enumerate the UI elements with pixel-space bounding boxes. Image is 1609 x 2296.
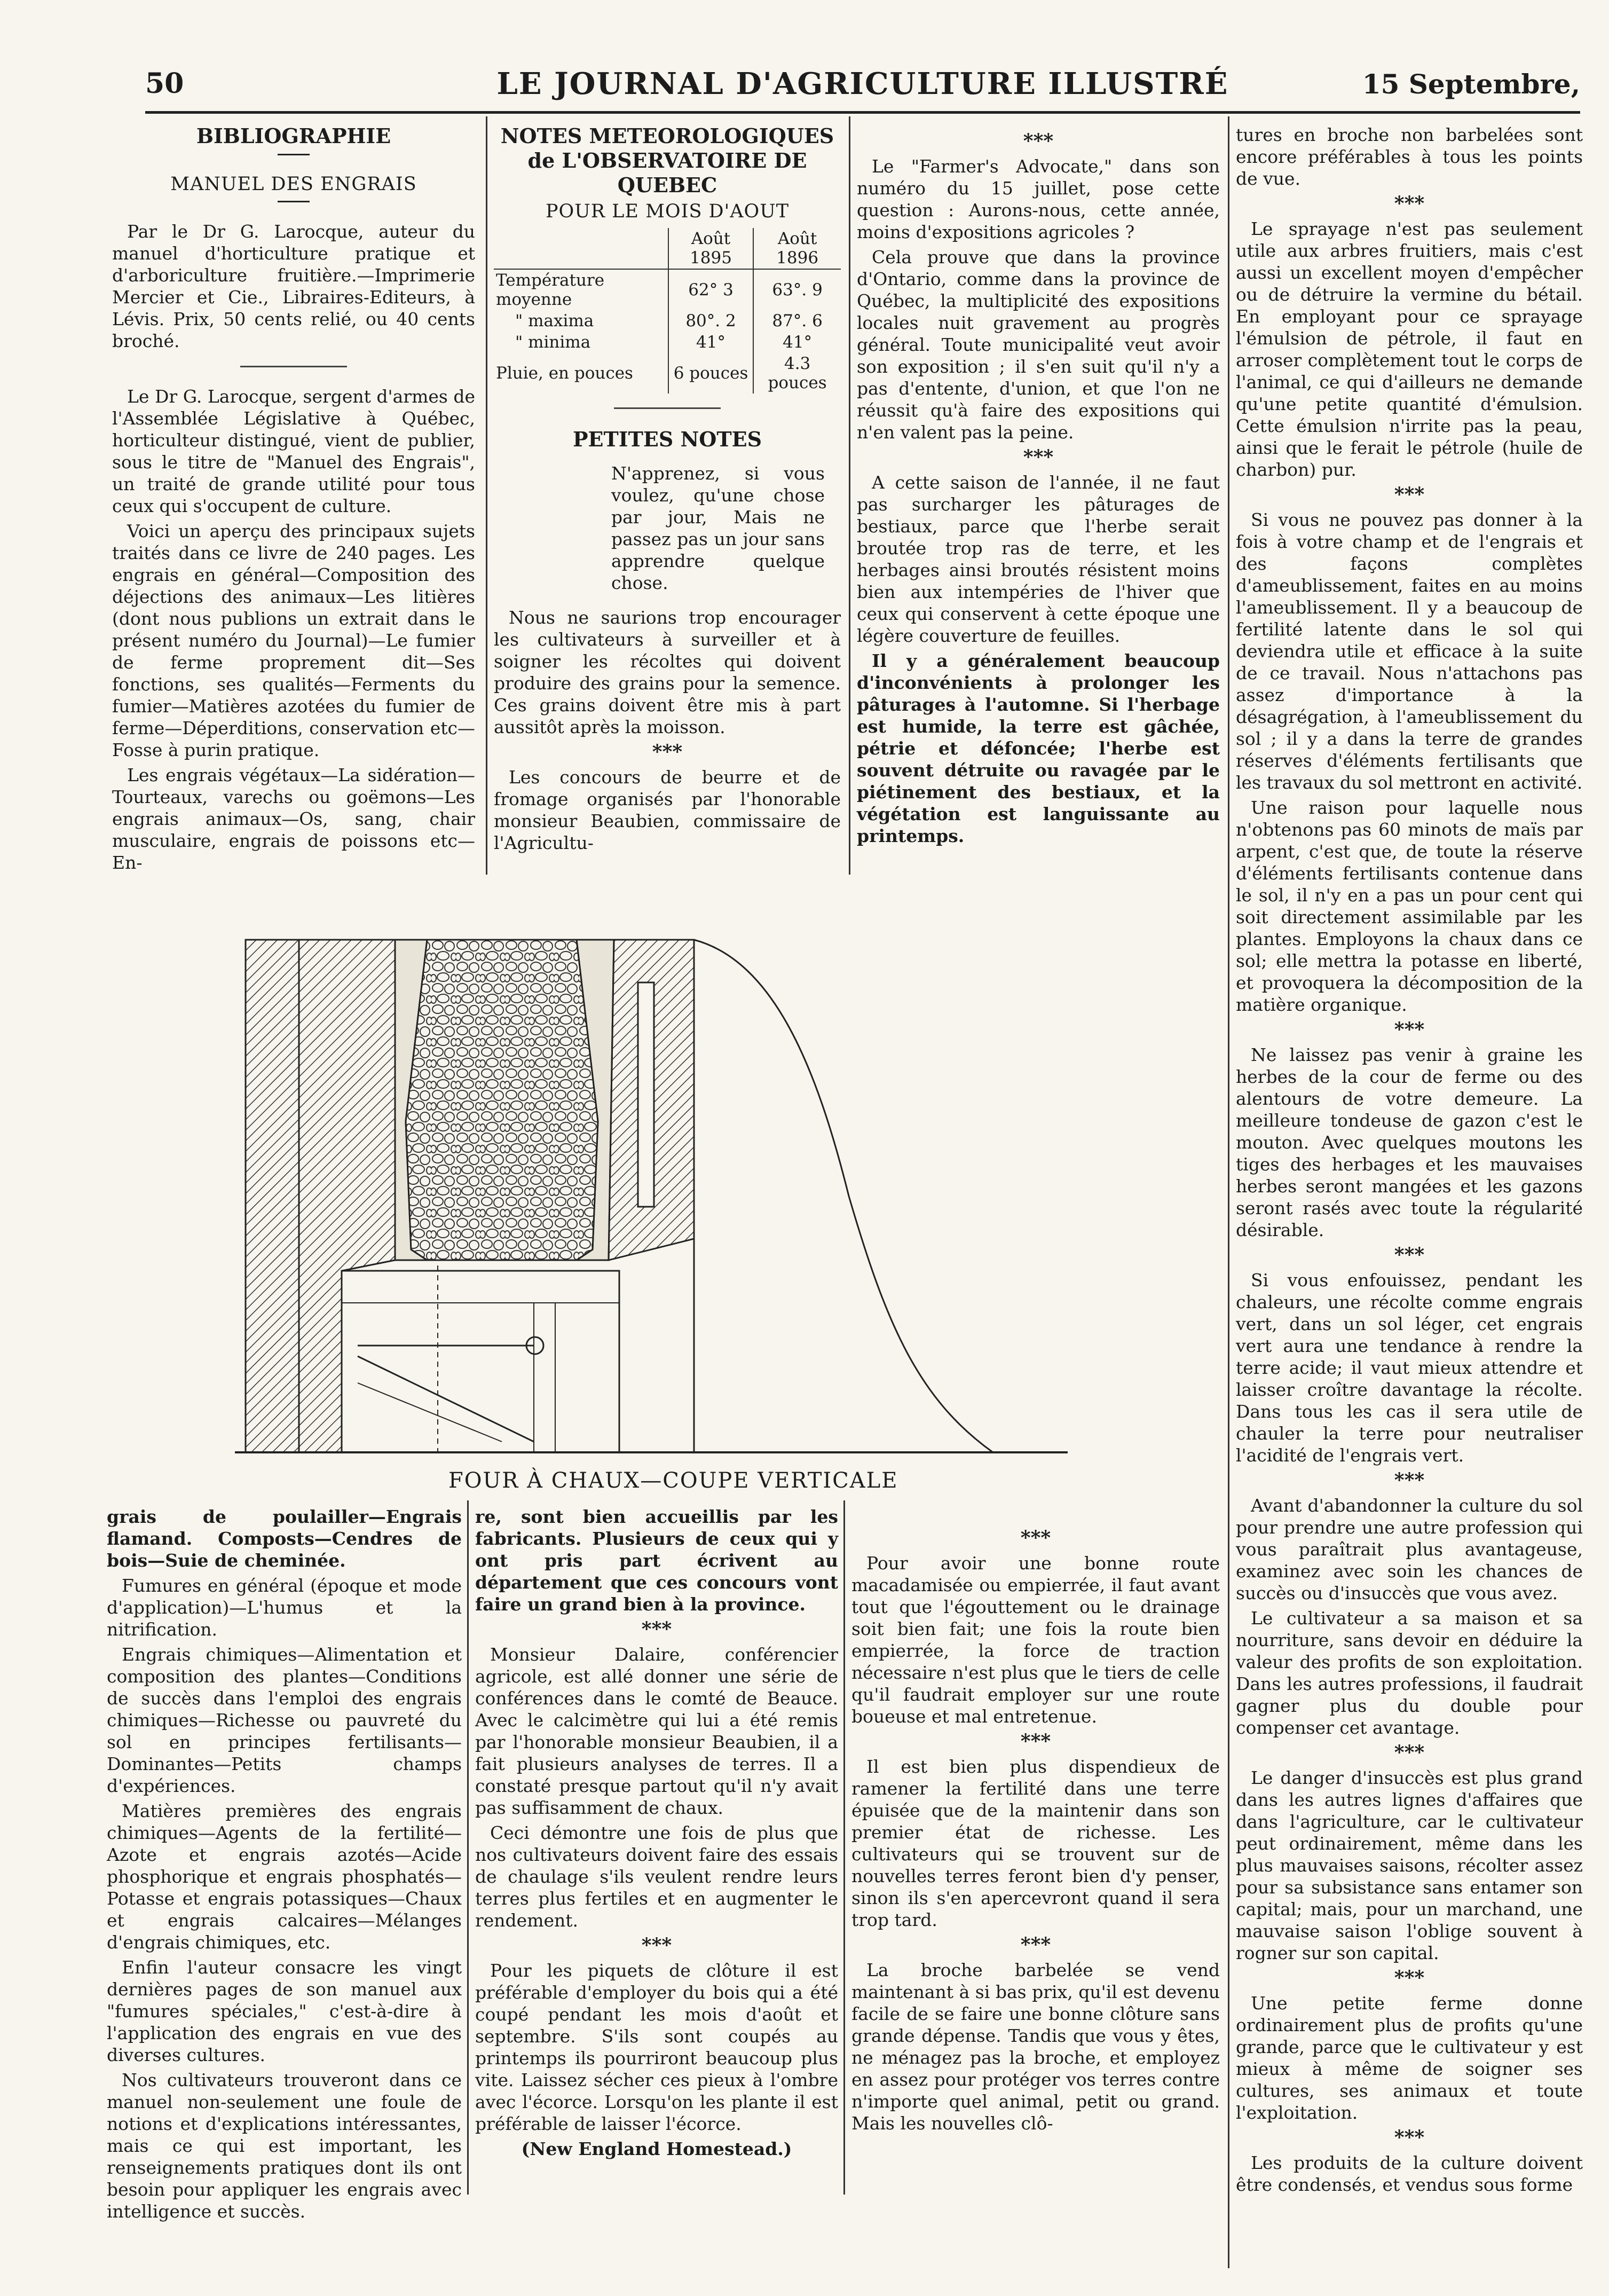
paragraph: Une petite ferme donne ordinairement plus de profits qu'une grande, parce que le cultivateur y est mieux à même de soigner ses cultures, ses animaux et toute l'exploitation. <box>1236 1993 1583 2123</box>
meteo-subheading: POUR LE MOIS D'AOUT <box>545 201 790 222</box>
column-divider <box>467 1500 469 2195</box>
column-divider <box>1228 116 1229 2268</box>
manuel-subheading: MANUEL DES ENGRAIS <box>170 174 417 195</box>
column-divider <box>849 116 850 875</box>
short-rule <box>278 154 310 155</box>
asterism: *** <box>1394 483 1425 506</box>
row-label: " minima <box>515 333 591 352</box>
asterism: *** <box>652 741 683 763</box>
asterism: *** <box>1023 130 1054 152</box>
asterism: *** <box>1394 1741 1425 1764</box>
page-header <box>145 63 1580 109</box>
book-reference: Par le Dr G. Larocque, auteur du manuel d'horticulture pratique et d'arboriculture fruitière.—Imprimerie Mercier et Cie., Libraires-Editeurs, à Lévis. Prix, 50 cents relié, ou 40 cents broché. <box>112 221 475 351</box>
asterism: *** <box>641 1934 672 1956</box>
meteo-column <box>494 124 841 882</box>
paragraph: Matières premières des engrais chimiques—Agents de la fertilité—Azote et engrais azotés—Acide phosphorique et engrais phosphatés—Potasse et engrais potassiques—Chaux et engrais calcaires—Mélanges d'engrais chimiques, etc. <box>107 1800 462 1953</box>
paragraph: Ceci démontre une fois de plus que nos cultivateurs doivent faire des essais de chaulage s'ils veulent rendre leurs terres plus fertiles et en augmenter le rendement. <box>475 1822 838 1931</box>
paragraph: A cette saison de l'année, il ne faut pas surcharger les pâturages de bestiaux, parce que l'herbe serait broutée trop ras de terre, et les herbages ainsi broutés résistent moins bien aux intempéries de l'hiver que ceux qui conservent à cette époque une légère couverture de feuilles. <box>857 472 1220 646</box>
page-number: 50 <box>145 67 184 100</box>
paragraph: Fumures en général (époque et mode d'application)—L'humus et la nitrification. <box>107 1575 462 1640</box>
asterism: *** <box>641 1618 672 1640</box>
table-row <box>494 269 841 310</box>
cell: 62° 3 <box>668 269 753 310</box>
paragraph: Une raison pour laquelle nous n'obtenons pas 60 minots de maïs par arpent, c'est que, de toute la réserve d'éléments fertilisants contenue dans le sol, il n'y en a pas un pour cent qui soit directement assimilable par les plantes. Employons la chaux dans ce sol; elle mettra la potasse en liberté, et provoquera la décomposition de la matière organique. <box>1236 797 1583 1015</box>
row-label: Pluie, en pouces <box>496 364 633 383</box>
col-header-1895: Août 1895 <box>668 228 753 269</box>
paragraph: grais de poulailler—Engrais flamand. Composts—Cendres de bois—Suie de cheminée. <box>107 1506 462 1571</box>
figure-caption: FOUR À CHAUX—COUPE VERTICALE <box>448 1468 898 1493</box>
cell: 87°. 6 <box>753 310 841 332</box>
short-rule <box>278 201 310 202</box>
paragraph: tures en broche non barbelées sont encore préférables à tous les points de vue. <box>1236 124 1583 189</box>
paragraph: Il est bien plus dispendieux de ramener la fertilité dans une terre épuisée que de la maintenir dans son premier état de richesse. Les cultivateurs qui se trouvent sur de nouvelles terres feront bien d'y penser, sinon ils s'en apercevront quand il sera trop tard. <box>851 1756 1220 1930</box>
paragraph: Enfin l'auteur consacre les vingt dernières pages de son manuel aux "fumures spéciales," c'est-à-dire à l'application des engrais en vue des diverses cultures. <box>107 1957 462 2065</box>
asterism: *** <box>1020 1730 1051 1752</box>
asterism: *** <box>1394 1469 1425 1491</box>
cell: 63°. 9 <box>753 269 841 310</box>
meteo-heading: NOTES METEOROLOGIQUES de L'OBSERVATOIRE DE QUEBEC <box>500 124 834 197</box>
paragraph: Les concours de beurre et de fromage organisés par l'honorable monsieur Beaubien, commissaire de l'Agricultu- <box>494 767 841 853</box>
paragraph: Le "Farmer's Advocate," dans son numéro du 15 juillet, pose cette question : Aurons-nous, cette année, moins d'expositions agricoles ? <box>857 156 1220 242</box>
paragraph: Engrais chimiques—Alimentation et composition des plantes—Conditions de succès dans l'emploi des engrais chimiques—Richesse ou pauvreté du sol en principes fertilisants—Dominantes—Petits champs d'expériences. <box>107 1644 462 1796</box>
paragraph: Le cultivateur a sa maison et sa nourriture, sans devoir en déduire la valeur des profits de son exploitation. Dans les autres professions, il faudrait gagner plus du double pour compenser cet avantage. <box>1236 1608 1583 1738</box>
section-separator <box>240 366 347 367</box>
column-divider <box>843 1500 845 2195</box>
epigraph: N'apprenez, si vous voulez, qu'une chose par jour, Mais ne passez pas un jour sans apprendre quelque chose. <box>611 463 825 593</box>
paragraph: Cela prouve que dans la province d'Ontario, comme dans la province de Québec, la multiplicité des expositions locales nuit gravement au progrès général. Toute municipalité veut avoir son exposition ; il s'en suit qu'il n'y a pas d'entente, d'union, et que l'on ne réussit qu'à faire des expositions qui n'en valent pas la peine. <box>857 247 1220 443</box>
asterism: *** <box>1023 446 1054 468</box>
row-label: " maxima <box>515 311 594 331</box>
cell: 80°. 2 <box>668 310 753 332</box>
paragraph: Monsieur Dalaire, conférencier agricole, est allé donner une série de conférences dans le comté de Beauce. Avec le calcimètre qui lui a été remis par l'honorable monsieur Beaubien, il a fait plusieurs analyses de terres. Il a constaté presque partout qu'il n'y avait pas suffisamment de chaux. <box>475 1644 838 1818</box>
asterism: *** <box>1394 2126 1425 2149</box>
cell: 4.3 pouces <box>753 353 841 394</box>
paragraph: Si vous enfouissez, pendant les chaleurs, une récolte comme engrais vert, dans un sol léger, cet engrais vert aura une tendance à rendre la terre acide; il vaut mieux attendre et laisser croître davantage la récolte. Dans tous les cas il sera utile de chauler la terre pour neutraliser l'acidité de l'engrais vert. <box>1236 1270 1583 1466</box>
issue-date: 15 Septembre, <box>1362 68 1580 100</box>
paragraph: La broche barbelée se vend maintenant à si bas prix, qu'il est devenu facile de se faire une bonne clôture sans grande dépense. Tandis que vous y êtes, ne ménagez pas la broche, et employez en assez pour protéger vos terres contre n'importe quel animal, petit ou grand. Mais les nouvelles clô- <box>851 1960 1220 2134</box>
bibliographie-column <box>112 124 475 882</box>
paragraph: Nous ne saurions trop encourager les cultivateurs à surveiller et à soigner les récoltes qui doivent produire des grains pour la semence. Ces grains doivent être mis à part aussitôt après la moisson. <box>494 607 841 737</box>
lime-kiln-cross-section <box>235 918 1100 1458</box>
weather-table <box>494 228 841 394</box>
row-label: Température moyenne <box>496 271 605 309</box>
asterism: *** <box>1394 1244 1425 1266</box>
paragraph: Il y a généralement beaucoup d'inconvénients à prolonger les pâturages à l'automne. Si l'herbage est humide, la terre est gâchée, pétrie et défoncée; l'herbe est souvent détruite ou ravagée par le piétinement des bestiaux, et la végétation est languissante au printemps. <box>857 650 1220 846</box>
petites-notes-continued <box>475 1506 838 2211</box>
col-header-1896: Août 1896 <box>753 228 841 269</box>
journal-title: LE JOURNAL D'AGRICULTURE ILLUSTRÉ <box>496 66 1229 101</box>
column-divider <box>486 116 487 875</box>
paragraph: Les produits de la culture doivent être condensés, et vendus sous forme <box>1236 2152 1583 2195</box>
notes-column-3-continued <box>851 1506 1220 2211</box>
bibliographie-heading: BIBLIOGRAPHIE <box>196 124 391 148</box>
paragraph: Le sprayage n'est pas seulement utile aux arbres fruitiers, mais c'est aussi un excellent moyen d'empêcher ou de détruire la vermine du bétail. En employant pour ce sprayage l'émulsion de pétrole, il faut en arroser complètement tout le corps de l'animal, ce qui d'ailleurs ne demande qu'une petite quantité d'émulsion. Cette émulsion n'irrite pas la peau, ainsi que le ferait le pétrole (huile de charbon) pur. <box>1236 218 1583 480</box>
paragraph: Avant d'abandonner la culture du sol pour prendre une autre profession qui vous paraîtrait plus avantageuse, examinez avec soin les chances de succès ou d'insuccès que vous avez. <box>1236 1495 1583 1603</box>
table-corner <box>494 228 668 269</box>
table-row <box>494 332 841 353</box>
petites-notes-heading: PETITES NOTES <box>572 427 762 451</box>
paragraph: re, sont bien accueillis par les fabricants. Plusieurs de ceux qui y ont pris part écrivent au département que ces concours vont faire un grand bien à la province. <box>475 1506 838 1615</box>
asterism: *** <box>1394 1018 1425 1041</box>
paragraph: Si vous ne pouvez pas donner à la fois à votre champ et de l'engrais et des façons complètes d'ameublissement, faites en au moins l'ameublissement. Il y a beaucoup de fertilité latente dans le sol qui deviendra utile et efficace à la suite de ce travail. Nous n'attachons pas assez d'importance à la désagrégation, à l'ameublissement du sol ; il y a dans la terre de grandes réserves d'éléments fertilisants que les travaux du sol mettront en activité. <box>1236 509 1583 793</box>
lime-kiln-figure <box>235 918 1100 1458</box>
source-credit: (New England Homestead.) <box>521 2138 792 2159</box>
section-separator <box>614 407 721 409</box>
asterism: *** <box>1394 192 1425 215</box>
notes-column-3 <box>857 124 1220 882</box>
paragraph: Pour avoir une bonne route macadamisée ou empierrée, il faut avant tout que l'égouttement ou le drainage soit bien fait; une fois la route bien empierrée, la force de traction nécessaire n'est plus que le tiers de celle qu'il faudrait employer sur une route boueuse et mal entretenue. <box>851 1553 1220 1727</box>
paragraph: Nos cultivateurs trouveront dans ce manuel non-seulement une foule de notions et d'explications intéressantes, mais ce qui est important, les renseignements pratiques dont ils ont besoin pour appliquer les engrais avec intelligence et succès. <box>107 2070 462 2222</box>
asterism: *** <box>1020 1527 1051 1549</box>
paragraph: Les engrais végétaux—La sidération—Tourteaux, varechs ou goëmons—Les engrais animaux—Os, sang, chair musculaire, engrais de poissons etc—En- <box>112 765 475 873</box>
paragraph: Pour les piquets de clôture il est préférable d'employer du bois qui a été coupé pendant les mois d'août et septembre. S'ils sont coupés au printemps ils pourriront beaucoup plus vite. Laissez sécher ces pieux à l'ombre avec l'écorce. Lorsqu'on les plante il est préférable de laisser l'écorce. <box>475 1960 838 2134</box>
table-row <box>494 353 841 394</box>
paragraph: Ne laissez pas venir à graine les herbes de la cour de ferme ou des alentours de votre demeure. La meilleure tondeuse de gazon c'est le mouton. Avec quelques moutons les tiges des herbages et les mauvaises herbes seront mangées et les gazons seront rasés avec toute la régularité désirable. <box>1236 1044 1583 1240</box>
asterism: *** <box>1020 1933 1051 1956</box>
paragraph: Le Dr G. Larocque, sergent d'armes de l'Assemblée Législative à Québec, horticulteur distingué, vient de publier, sous le titre de "Manuel des Engrais", un traité de grande utilité pour tous ceux qui s'occupent de culture. <box>112 386 475 516</box>
paragraph: Le danger d'insuccès est plus grand dans les autres lignes d'affaires que dans l'agriculture, car le cultivateur peut ordinairement, même dans les plus mauvaises saisons, récolter assez pour sa subsistance sans entamer son capital; mais, pour un marchand, une mauvaise saison l'oblige souvent à rogner sur son capital. <box>1236 1767 1583 1963</box>
bibliographie-continued <box>107 1506 462 2222</box>
notes-column-4 <box>1236 124 1583 2233</box>
table-row <box>494 310 841 332</box>
cell: 6 pouces <box>668 353 753 394</box>
asterism: *** <box>1394 1967 1425 1989</box>
cell: 41° <box>753 332 841 353</box>
cell: 41° <box>668 332 753 353</box>
header-rule <box>145 111 1580 114</box>
paragraph: Voici un aperçu des principaux sujets traités dans ce livre de 240 pages. Les engrais en général—Composition des déjections des animaux—Les litières (dont nous publions un extrait dans le présent numéro du Journal)—Le fumier de ferme proprement dit—Ses fonctions, ses qualités—Ferments du fumier—Matières azotées du fumier de ferme—Déperditions, conservation etc—Fosse à purin pratique. <box>112 521 475 760</box>
